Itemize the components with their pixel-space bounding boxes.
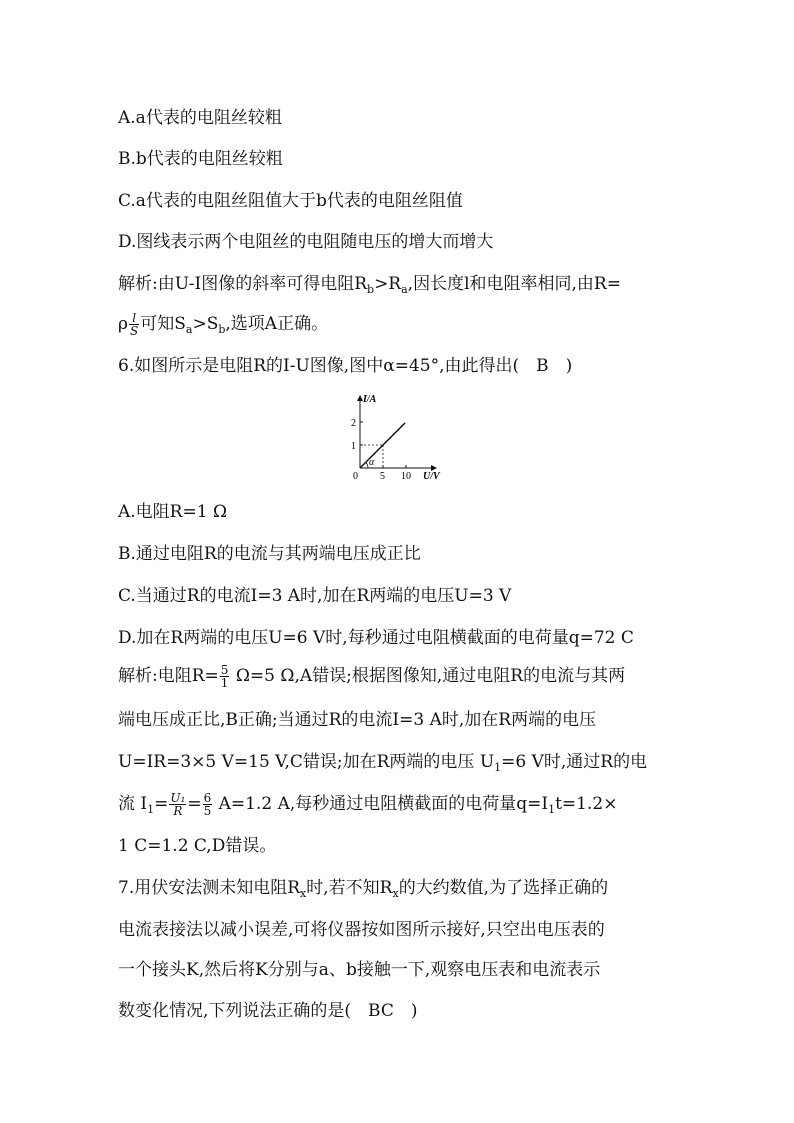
fraction-u1-over-r: $\frac{\text{U₁}}{R}$	[170, 791, 186, 818]
iu-line	[360, 423, 405, 468]
angle-arc	[366, 462, 368, 468]
y-axis-label: I/A	[363, 394, 377, 405]
solution-q5-line2: ρ $\frac{l}{S}$ 可知$S_a>S_b$,选项A正确。	[118, 311, 329, 338]
option-c-q6: C.当通过R的电流I=3 A时,加在R两端的电压U=3 V	[118, 586, 512, 606]
fraction-l-over-s: $\frac{l}{S}$	[130, 311, 139, 338]
fraction-6-over-5: $\frac{6}{5}$	[203, 791, 212, 818]
solution-q6-line3: U=IR=3×5 V=15 V,C错误;加在R两端的电压 $U_1=6$ V时,通过R的电	[118, 752, 648, 774]
solution-q5-line1: 解析:由U-I图像的斜率可得电阻$R_b>R_a$,因长度l和电阻率相同,由R=	[118, 274, 621, 296]
option-b-q6: B.通过电阻R的电流与其两端电压成正比	[118, 544, 421, 564]
iu-graph	[348, 390, 448, 482]
option-a-q5: A.a代表的电阻丝较粗	[118, 108, 282, 128]
question-7-line2: 电流表接法以减小误差,可将仪器按如图所示接好,只空出电压表的	[118, 920, 605, 940]
question-7-line3: 一个接头K,然后将K分别与a、b接触一下,观察电压表和电流表示	[118, 960, 601, 980]
x-tick-label-0: 0	[353, 471, 358, 482]
solution-q6-line5: 1 C=1.2 C,D错误。	[118, 836, 277, 856]
y-tick-label-1: 1	[351, 441, 356, 452]
y-tick-label-2: 2	[351, 418, 356, 429]
fraction-5-over-1: $\frac{5}{1}$	[220, 663, 229, 690]
solution-q6-line2: 端电压成正比,B正确;当通过R的电流I=3 A时,加在R两端的电压	[118, 710, 597, 730]
solution-q6-line1: 解析:电阻R= $\frac{5}{1}$ Ω=5 Ω,A错误;根据图像知,通过电阻R的电流与其两	[118, 663, 626, 690]
option-a-q6: A.电阻R=1 Ω	[118, 502, 228, 522]
question-7-line1: 7.用伏安法测未知电阻$R_x$时,若不知$R_x$的大约数值,为了选择正确的	[118, 878, 609, 900]
question-7-line4: 数变化情况,下列说法正确的是( BC )	[118, 1001, 418, 1021]
option-b-q5: B.b代表的电阻丝较粗	[118, 149, 283, 169]
angle-label: α	[369, 457, 375, 468]
option-c-q5: C.a代表的电阻丝阻值大于b代表的电阻丝阻值	[118, 191, 463, 211]
x-axis-label: U/V	[423, 471, 440, 482]
solution-q6-line4: 流 $I_1=$ $\frac{\text{U₁}}{R}$ = $\frac{6}{5}$ A=1.2 A,每秒通过电阻横截面的电荷量$q=I_1t=1.2\times$	[118, 791, 618, 818]
option-d-q5: D.图线表示两个电阻丝的电阻随电压的增大而增大	[118, 232, 494, 252]
question-6: 6.如图所示是电阻R的I-U图像,图中α=45°,由此得出( B )	[118, 356, 573, 376]
x-tick-label-10: 10	[401, 471, 411, 482]
x-tick-label-5: 5	[380, 471, 385, 482]
option-d-q6: D.加在R两端的电压U=6 V时,每秒通过电阻横截面的电荷量q=72 C	[118, 628, 634, 648]
